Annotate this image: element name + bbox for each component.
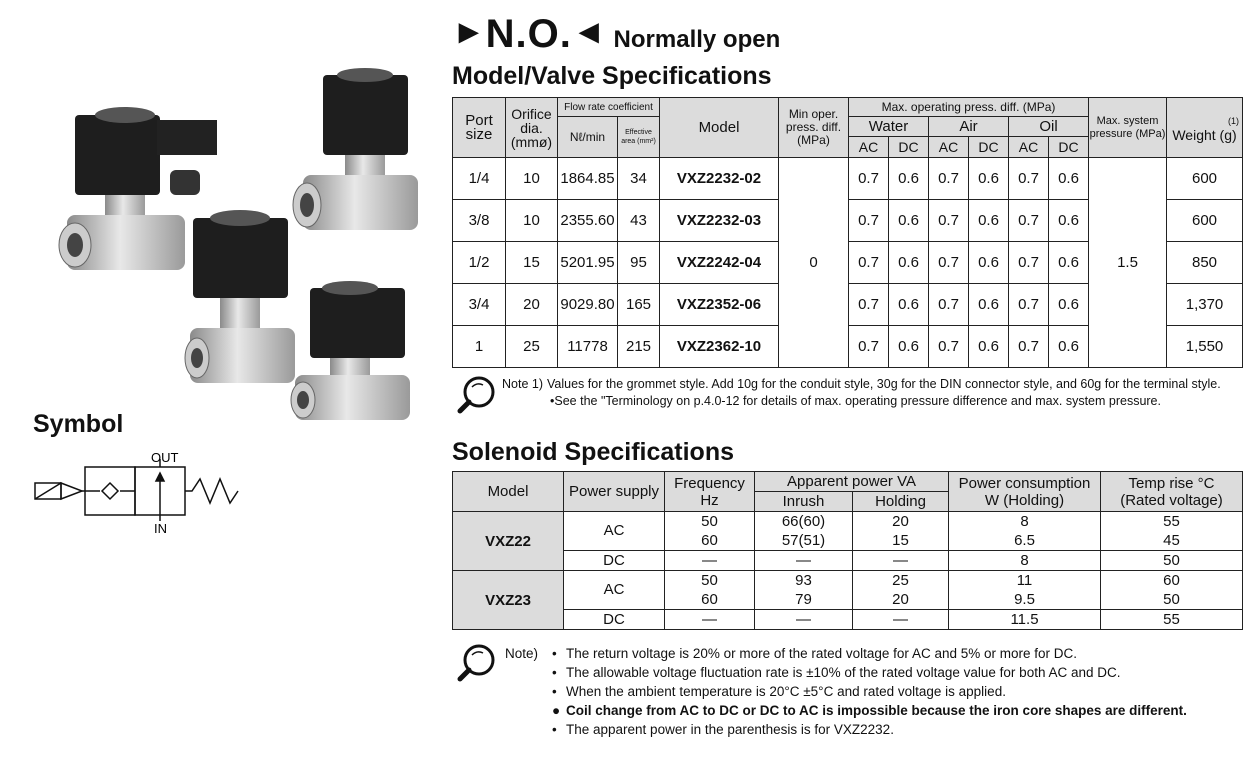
frequency-cell: 60 (665, 531, 755, 551)
nl-min-cell: 11778 (558, 326, 618, 368)
col-air-dc: DC (969, 137, 1009, 158)
col-air-ac: AC (929, 137, 969, 158)
power-consumption-cell: 8 (949, 551, 1101, 571)
inrush-cell: 79 (755, 590, 853, 610)
nl-min-cell: 9029.80 (558, 284, 618, 326)
air-dc-cell: 0.6 (969, 158, 1009, 200)
weight-cell: 1,550 (1167, 326, 1243, 368)
col-water-dc: DC (889, 137, 929, 158)
temp-rise-label: Temp rise °C (1128, 474, 1215, 492)
frequency-cell: 60 (665, 590, 755, 610)
model-spec-title: Model/Valve Specifications (452, 62, 772, 90)
oil-dc-cell: 0.6 (1049, 158, 1089, 200)
col-max-operating: Max. operating press. diff. (MPa) (849, 98, 1089, 117)
air-ac-cell: 0.7 (929, 200, 969, 242)
temp-rise-cell: 45 (1101, 531, 1243, 551)
nl-min-cell: 2355.60 (558, 200, 618, 242)
model-cell: VXZ2232-02 (660, 158, 779, 200)
sol-col-power-supply: Power supply (564, 472, 665, 512)
note-item (552, 720, 1245, 739)
inrush-cell: — (755, 610, 853, 630)
col-oil: Oil (1009, 117, 1089, 137)
port-size-cell: 1/4 (453, 158, 506, 200)
arrow-right-icon: ► (452, 13, 486, 51)
col-max-system: Max. system pressure (MPa) (1089, 98, 1167, 158)
inrush-cell: 66(60) (755, 512, 853, 532)
weight-label: Weight (g) (1172, 126, 1237, 143)
sol-col-holding: Holding (853, 492, 949, 512)
temp-rise-cell: 60 (1101, 571, 1243, 591)
note1-line1: Values for the grommet style. Add 10g for the conduit style, 30g for the DIN connector style, and 60g for the terminal style. (547, 377, 1221, 391)
inrush-cell: — (755, 551, 853, 571)
oil-dc-cell: 0.6 (1049, 200, 1089, 242)
col-water-ac: AC (849, 137, 889, 158)
holding-cell: 15 (853, 531, 949, 551)
note1-line2: •See the "Terminology on p.4.0-12 for details of max. operating pressure difference and max. system pressure. (550, 394, 1161, 408)
air-dc-cell: 0.6 (969, 326, 1009, 368)
air-ac-cell: 0.7 (929, 284, 969, 326)
weight-cell: 600 (1167, 200, 1243, 242)
symbol-title: Symbol (33, 410, 124, 438)
air-ac-cell: 0.7 (929, 158, 969, 200)
note1-label: Note 1) (502, 377, 543, 391)
effective-area-cell: 43 (618, 200, 660, 242)
col-orifice: Orifice dia. (mmø) (506, 98, 558, 158)
sol-col-power-consumption (949, 472, 1101, 512)
oil-ac-cell: 0.7 (1009, 326, 1049, 368)
effective-area-cell: 34 (618, 158, 660, 200)
water-ac-cell: 0.7 (849, 242, 889, 284)
effective-area-cell: 215 (618, 326, 660, 368)
port-size-cell: 1 (453, 326, 506, 368)
valve-product-image (45, 60, 425, 420)
power-consumption-cell: 9.5 (949, 590, 1101, 610)
port-size-cell: 1/2 (453, 242, 506, 284)
oil-ac-cell: 0.7 (1009, 158, 1049, 200)
table-row (453, 610, 1243, 630)
inrush-cell: 93 (755, 571, 853, 591)
water-ac-cell: 0.7 (849, 284, 889, 326)
badge-text: N.O. (485, 12, 572, 56)
arrow-left-icon: ◄ (571, 13, 606, 51)
sol-col-apparent-power: Apparent power VA (755, 472, 949, 492)
bullet-icon: ● (552, 703, 561, 718)
note-item-text: When the ambient temperature is 20°C ±5°C and rated voltage is applied. (566, 684, 1006, 699)
table-row (453, 571, 1243, 591)
bullet-icon: • (552, 684, 557, 699)
solenoid-spec-notes (505, 644, 1245, 739)
oil-ac-cell: 0.7 (1009, 242, 1049, 284)
temp-rise-sub: (Rated voltage) (1120, 491, 1223, 509)
sol-col-inrush: Inrush (755, 492, 853, 512)
oil-ac-cell: 0.7 (1009, 200, 1049, 242)
model-cell: VXZ2232-03 (660, 200, 779, 242)
port-size-cell: 3/8 (453, 200, 506, 242)
oil-dc-cell: 0.6 (1049, 242, 1089, 284)
holding-cell: — (853, 610, 949, 630)
frequency-cell: — (665, 551, 755, 571)
effective-area-cell: 165 (618, 284, 660, 326)
valve-2 (293, 68, 418, 230)
normally-open-header (452, 12, 780, 57)
water-dc-cell: 0.6 (889, 284, 929, 326)
air-dc-cell: 0.6 (969, 200, 1009, 242)
table-row (453, 551, 1243, 571)
temp-rise-cell: 50 (1101, 551, 1243, 571)
model-cell: VXZ2362-10 (660, 326, 779, 368)
table-row (453, 512, 1243, 532)
nl-min-cell: 5201.95 (558, 242, 618, 284)
power-consumption-sub: W (Holding) (984, 491, 1065, 509)
note-item-text: The apparent power in the parenthesis is for VXZ2232. (566, 722, 894, 737)
sol-col-frequency: Frequency Hz (665, 472, 755, 512)
magnifier-note-icon (455, 375, 499, 415)
sol-col-model: Model (453, 472, 564, 512)
sol-model-cell: VXZ23 (453, 571, 564, 630)
orifice-cell: 10 (506, 200, 558, 242)
sol-supply-cell: AC (564, 571, 665, 610)
sol-supply-cell: DC (564, 610, 665, 630)
orifice-cell: 20 (506, 284, 558, 326)
col-nl-min: Nℓ/min (558, 117, 618, 158)
inrush-cell: 57(51) (755, 531, 853, 551)
weight-cell: 850 (1167, 242, 1243, 284)
water-dc-cell: 0.6 (889, 200, 929, 242)
note-item (552, 644, 1245, 663)
note-item (552, 701, 1245, 720)
frequency-cell: — (665, 610, 755, 630)
model-cell: VXZ2352-06 (660, 284, 779, 326)
effective-area-cell: 95 (618, 242, 660, 284)
header-subtitle: Normally open (613, 26, 781, 53)
oil-dc-cell: 0.6 (1049, 326, 1089, 368)
note-item (552, 663, 1245, 682)
frequency-cell: 50 (665, 571, 755, 591)
solenoid-spec-table (452, 471, 1243, 630)
bullet-icon: • (552, 665, 557, 680)
valve-3 (185, 210, 295, 383)
power-consumption-cell: 11.5 (949, 610, 1101, 630)
power-consumption-cell: 6.5 (949, 531, 1101, 551)
holding-cell: 20 (853, 590, 949, 610)
sol-supply-cell: DC (564, 551, 665, 571)
water-ac-cell: 0.7 (849, 200, 889, 242)
water-dc-cell: 0.6 (889, 158, 929, 200)
air-dc-cell: 0.6 (969, 284, 1009, 326)
sol-model-cell: VXZ22 (453, 512, 564, 571)
air-ac-cell: 0.7 (929, 242, 969, 284)
note-item-text: Coil change from AC to DC or DC to AC is impossible because the iron core shapes are different. (566, 703, 1187, 718)
oil-dc-cell: 0.6 (1049, 284, 1089, 326)
air-ac-cell: 0.7 (929, 326, 969, 368)
col-air: Air (929, 117, 1009, 137)
max-system-cell: 1.5 (1089, 158, 1167, 368)
temp-rise-cell: 55 (1101, 512, 1243, 532)
table-row (453, 158, 1243, 200)
water-dc-cell: 0.6 (889, 242, 929, 284)
power-consumption-cell: 11 (949, 571, 1101, 591)
weight-note-ref: (1) (1228, 115, 1240, 126)
model-cell: VXZ2242-04 (660, 242, 779, 284)
sol-supply-cell: AC (564, 512, 665, 551)
sol-col-temp-rise (1101, 472, 1243, 512)
col-min-oper: Min oper. press. diff. (MPa) (779, 98, 849, 158)
note2-label: Note) (505, 646, 539, 661)
col-water: Water (849, 117, 929, 137)
orifice-cell: 15 (506, 242, 558, 284)
bullet-icon: • (552, 646, 557, 661)
water-ac-cell: 0.7 (849, 158, 889, 200)
water-ac-cell: 0.7 (849, 326, 889, 368)
symbol-out-label: OUT (151, 450, 179, 465)
col-effective-area: Effective area (mm²) (618, 117, 660, 158)
note-item-text: The return voltage is 20% or more of the rated voltage for AC and 5% or more for DC. (566, 646, 1077, 661)
model-spec-table (452, 97, 1243, 368)
nl-min-cell: 1864.85 (558, 158, 618, 200)
port-size-cell: 3/4 (453, 284, 506, 326)
orifice-cell: 10 (506, 158, 558, 200)
weight-cell: 600 (1167, 158, 1243, 200)
solenoid-spec-title: Solenoid Specifications (452, 438, 734, 466)
model-spec-note (502, 376, 1242, 410)
holding-cell: — (853, 551, 949, 571)
frequency-cell: 50 (665, 512, 755, 532)
temp-rise-cell: 50 (1101, 590, 1243, 610)
valve-4 (291, 281, 410, 420)
weight-cell: 1,370 (1167, 284, 1243, 326)
col-oil-ac: AC (1009, 137, 1049, 158)
symbol-in-label: IN (154, 521, 167, 536)
col-oil-dc: DC (1049, 137, 1089, 158)
note-item (552, 682, 1245, 701)
holding-cell: 25 (853, 571, 949, 591)
col-weight (1167, 98, 1243, 158)
air-dc-cell: 0.6 (969, 242, 1009, 284)
water-dc-cell: 0.6 (889, 326, 929, 368)
magnifier-note-icon (455, 643, 499, 683)
holding-cell: 20 (853, 512, 949, 532)
col-flow-rate: Flow rate coefficient (558, 98, 660, 117)
orifice-cell: 25 (506, 326, 558, 368)
oil-ac-cell: 0.7 (1009, 284, 1049, 326)
power-consumption-cell: 8 (949, 512, 1101, 532)
col-port-size: Port size (453, 98, 506, 158)
power-consumption-label: Power consumption (958, 474, 1091, 492)
min-oper-cell: 0 (779, 158, 849, 368)
bullet-icon: • (552, 722, 557, 737)
col-model: Model (660, 98, 779, 158)
temp-rise-cell: 55 (1101, 610, 1243, 630)
valve-symbol-diagram (30, 447, 250, 537)
note-item-text: The allowable voltage fluctuation rate is ±10% of the rated voltage value for both AC and DC. (566, 665, 1121, 680)
